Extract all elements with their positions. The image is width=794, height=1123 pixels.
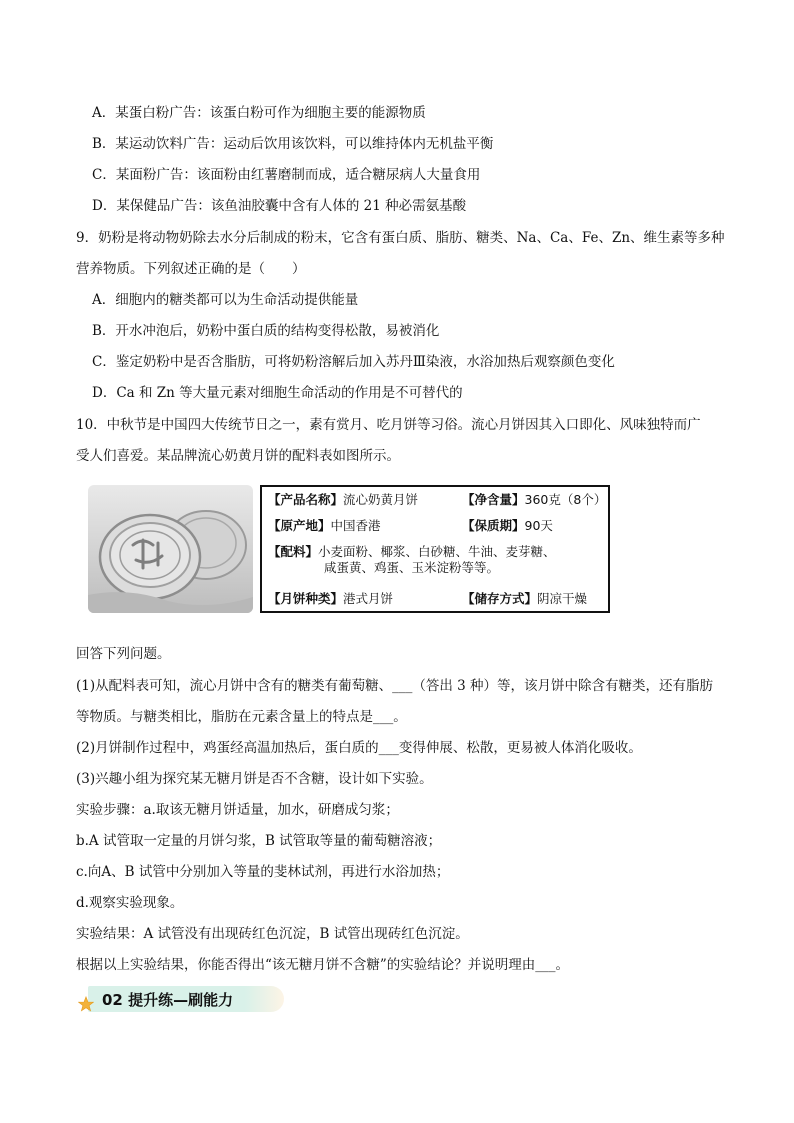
origin-value: 中国香港 [330, 518, 381, 533]
q10-stem-line1: 10．中秋节是中国四大传统节日之一，素有赏月、吃月饼等习俗。流心月饼因其入口即化、风味独特而广 [76, 417, 701, 433]
q8-option-c: C．某面粉广告：该面粉由红薯磨制而成，适合糖尿病人大量食用 [92, 167, 481, 183]
answer-intro: 回答下列问题。 [76, 646, 171, 662]
q9-stem-line2: 营养物质。下列叙述正确的是（ ） [76, 261, 306, 277]
q8-option-a: A．某蛋白粉广告：该蛋白粉可作为细胞主要的能源物质 [92, 105, 426, 121]
origin-key: 【原产地】 [268, 518, 331, 533]
mooncake-photo [88, 485, 253, 613]
product-name-row [268, 492, 418, 508]
q9-option-a: A．细胞内的糖类都可以为生命活动提供能量 [92, 292, 359, 308]
experiment-step-c: c.向A、B 试管中分别加入等量的斐林试剂，再进行水浴加热； [76, 864, 450, 880]
ingredient-table [260, 485, 610, 613]
q10-stem-line2: 受人们喜爱。某品牌流心奶黄月饼的配料表如图所示。 [76, 448, 400, 464]
product-name-key: 【产品名称】 [268, 492, 344, 507]
sub-question-1-line1: (1)从配料表可知，流心月饼中含有的糖类有葡萄糖、___（答出 3 种）等，该月饼中除含有糖类，还有脂肪 [76, 678, 714, 694]
q9-option-c: C．鉴定奶粉中是否含脂肪，可将奶粉溶解后加入苏丹Ⅲ染液，水浴加热后观察颜色变化 [92, 354, 615, 370]
storage-key: 【储存方式】 [462, 591, 538, 606]
q8-option-b: B．某运动饮料广告：运动后饮用该饮料，可以维持体内无机盐平衡 [92, 136, 494, 152]
ingredients-row [268, 544, 556, 560]
product-name-value: 流心奶黄月饼 [343, 492, 419, 507]
ingredients-value-line1: 小麦面粉、椰浆、白砂糖、牛油、麦芽糖、 [318, 544, 556, 559]
q9-option-b: B．开水冲泡后，奶粉中蛋白质的结构变得松散，易被消化 [92, 323, 440, 339]
ingredients-value-line2: 咸蛋黄、鸡蛋、玉米淀粉等等。 [324, 560, 500, 575]
sub-question-3: (3)兴趣小组为探究某无糖月饼是否不含糖，设计如下实验。 [76, 771, 433, 787]
section-banner [78, 986, 284, 1012]
sub-question-1-line2: 等物质。与糖类相比，脂肪在元素含量上的特点是___。 [76, 709, 407, 725]
conclusion-question: 根据以上实验结果，你能否得出“该无糖月饼不含糖”的实验结论？并说明理由___。 [76, 957, 570, 973]
experiment-step-d: d.观察实验现象。 [76, 895, 184, 911]
shelf-life-value: 90天 [524, 518, 553, 533]
mooncake-type-key: 【月饼种类】 [268, 591, 344, 606]
q9-stem-line1: 9．奶粉是将动物奶除去水分后制成的粉末，它含有蛋白质、脂肪、糖类、Na、Ca、Fe、Zn、维生素等多种 [76, 230, 725, 246]
shelf-life-key: 【保质期】 [462, 518, 525, 533]
mooncake-type-row [268, 591, 393, 607]
net-weight-row [462, 492, 606, 508]
mooncake-figure [88, 485, 612, 613]
origin-row [268, 518, 381, 534]
sub-question-2: (2)月饼制作过程中，鸡蛋经高温加热后，蛋白质的___变得伸展、松散，更易被人体消化吸收。 [76, 740, 642, 756]
net-weight-value: 360克（8个） [524, 492, 607, 507]
q9-option-d: D．Ca 和 Zn 等大量元素对细胞生命活动的作用是不可替代的 [92, 385, 463, 401]
experiment-result: 实验结果：A 试管没有出现砖红色沉淀，B 试管出现砖红色沉淀。 [76, 926, 469, 942]
experiment-step-b: b.A 试管取一定量的月饼匀浆，B 试管取等量的葡萄糖溶液； [76, 833, 442, 849]
star-icon [78, 996, 94, 1012]
storage-value: 阴凉干燥 [537, 591, 588, 606]
mooncake-type-value: 港式月饼 [343, 591, 394, 606]
net-weight-key: 【净含量】 [462, 492, 525, 507]
q8-option-d: D．某保健品广告：该鱼油胶囊中含有人体的 21 种必需氨基酸 [92, 198, 467, 214]
mooncake-image-icon [88, 485, 253, 613]
shelf-life-row [462, 518, 553, 534]
storage-row [462, 591, 587, 607]
ingredients-key: 【配料】 [268, 544, 319, 559]
experiment-step-a: 实验步骤：a.取该无糖月饼适量，加水，研磨成匀浆； [76, 802, 399, 818]
section-title: 02 提升练—刷能力 [102, 991, 234, 1009]
